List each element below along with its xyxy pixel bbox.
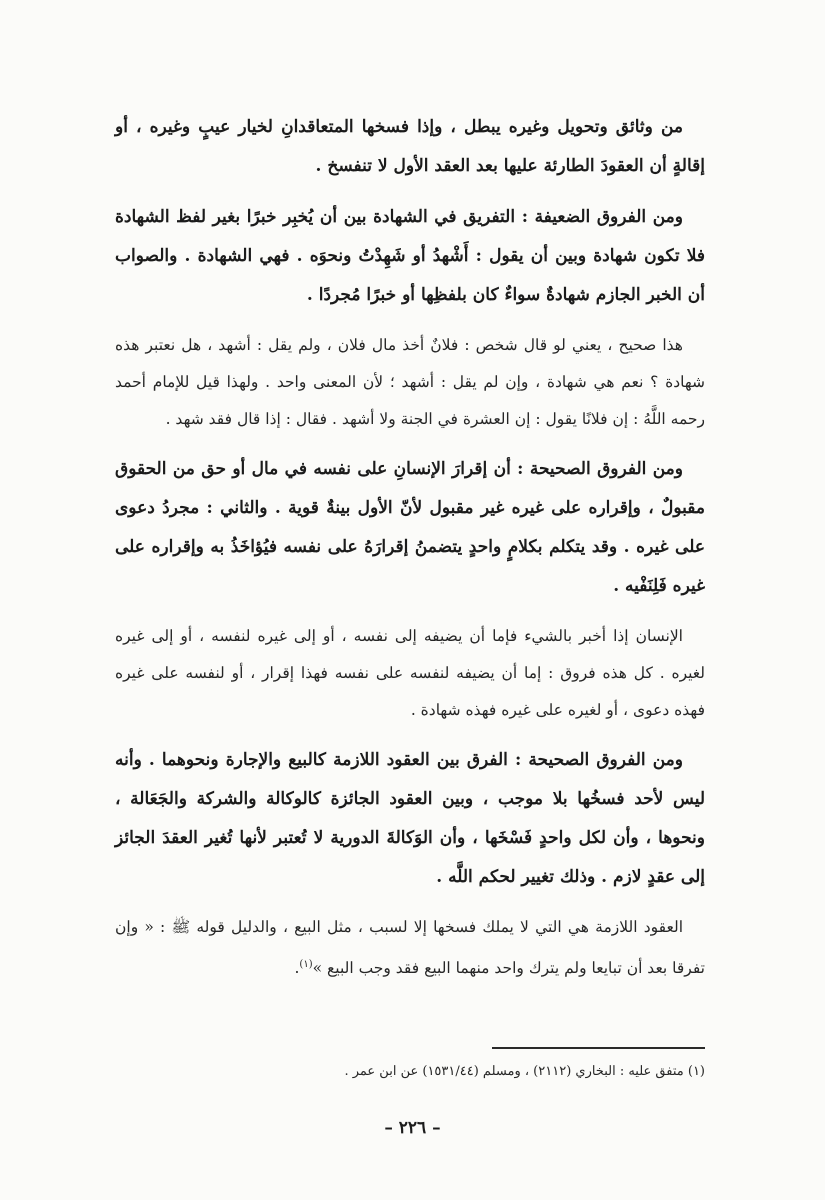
page-number: – ٢٢٦ –	[384, 1118, 441, 1138]
paragraph-2: ومن الفروق الضعيفة : التفريق في الشهادة بين أن يُخبِر خبرًا بغير لفظ الشهادة فلا تكون شهادة وبين أن يقول : أَشْهدُ أو شَهِدْتُ ونحوَه . فهي الشهادة . والصواب أن الخبر الجازم شهادةٌ سواءٌ كان بلفظِها أو خبرًا مُجردًا .	[115, 207, 705, 305]
paragraph-6: ومن الفروق الصحيحة : الفرق بين العقود اللازمة كالبيع والإجارة ونحوهما . وأنه ليس لأحد فسخُها بلا موجب ، وبين العقود الجائزة كالوكالة والشركة والجَعَالة ، ونحوها ، وأن لكل واحدٍ فَسْخَها ، وأن الوَكالةَ الدورية لا تُعتبر لأنها تُغير العقدَ الجائز إلى عقدٍ لازم . وذلك تغيير لحكم اللَّه .	[115, 750, 705, 887]
footnote-divider	[492, 1047, 705, 1049]
paragraph-7-text: العقود اللازمة هي التي لا يملك فسخها إلا لسبب ، مثل البيع ، والدليل قوله ﷺ : « وإن تفرقا بعد أن تبايعا ولم يترك واحد منهما البيع فقد وجب البيع »	[115, 918, 705, 978]
paragraph-1: من وثائق وتحويل وغيره يبطل ، وإذا فسخها المتعاقدانِ لخيار عيبٍ وغيره ، أو إقالةٍ أن العقودَ الطارئة عليها بعد العقد الأول لا تنفسخ .	[115, 117, 705, 176]
footnote-reference: (١)	[299, 959, 313, 970]
paragraph-3-commentary: هذا صحيح ، يعني لو قال شخص : فلانٌ أخذ مال فلان ، ولم يقل : أشهد ، هل نعتبر هذه شهادة ؟ نعم هي شهادة ، وإن لم يقل : أشهد ؛ لأن المعنى واحد . ولهذا قيل للإمام أحمد رحمه اللَّهُ : إن فلانًا يقول : إن العشرة في الجنة ولا أشهد . فقال : إذا قال فقد شهد .	[115, 336, 705, 428]
paragraph-4: ومن الفروق الصحيحة : أن إقرارَ الإنسانِ على نفسه في مال أو حق من الحقوق مقبولٌ ، وإقراره على غيره غير مقبول لأنّ الأول بينةٌ قوية . والثاني : مجردُ دعوى على غيره . وقد يتكلم بكلامٍ واحدٍ يتضمنُ إقرارَهُ على نفسه فيُؤاخَذُ به وإقراره على غيره فَلِنَفْيه .	[115, 459, 705, 596]
footnote: (١) متفق عليه : البخاري (٢١١٢) ، ومسلم (١٥٣١/٤٤) عن ابن عمر .	[344, 1064, 705, 1079]
paragraph-5-commentary: الإنسان إذا أخبر بالشيء فإما أن يضيفه إلى نفسه ، أو إلى غيره لنفسه ، أو إلى غيره لغيره . كل هذه فروق : إما أن يضيفه لنفسه على نفسه فهذا إقرار ، أو لنفسه على غيره فهذه دعوى ، أو لغيره على غيره فهذه شهادة .	[115, 627, 705, 719]
paragraph-7-commentary: العقود اللازمة هي التي لا يملك فسخها إلا لسبب ، مثل البيع ، والدليل قوله ﷺ : « وإن تفرقا بعد أن تبايعا ولم يترك واحد منهما البيع فقد وجب البيع »$^{(١)}$.	[115, 918, 705, 978]
main-text	[115, 108, 705, 999]
